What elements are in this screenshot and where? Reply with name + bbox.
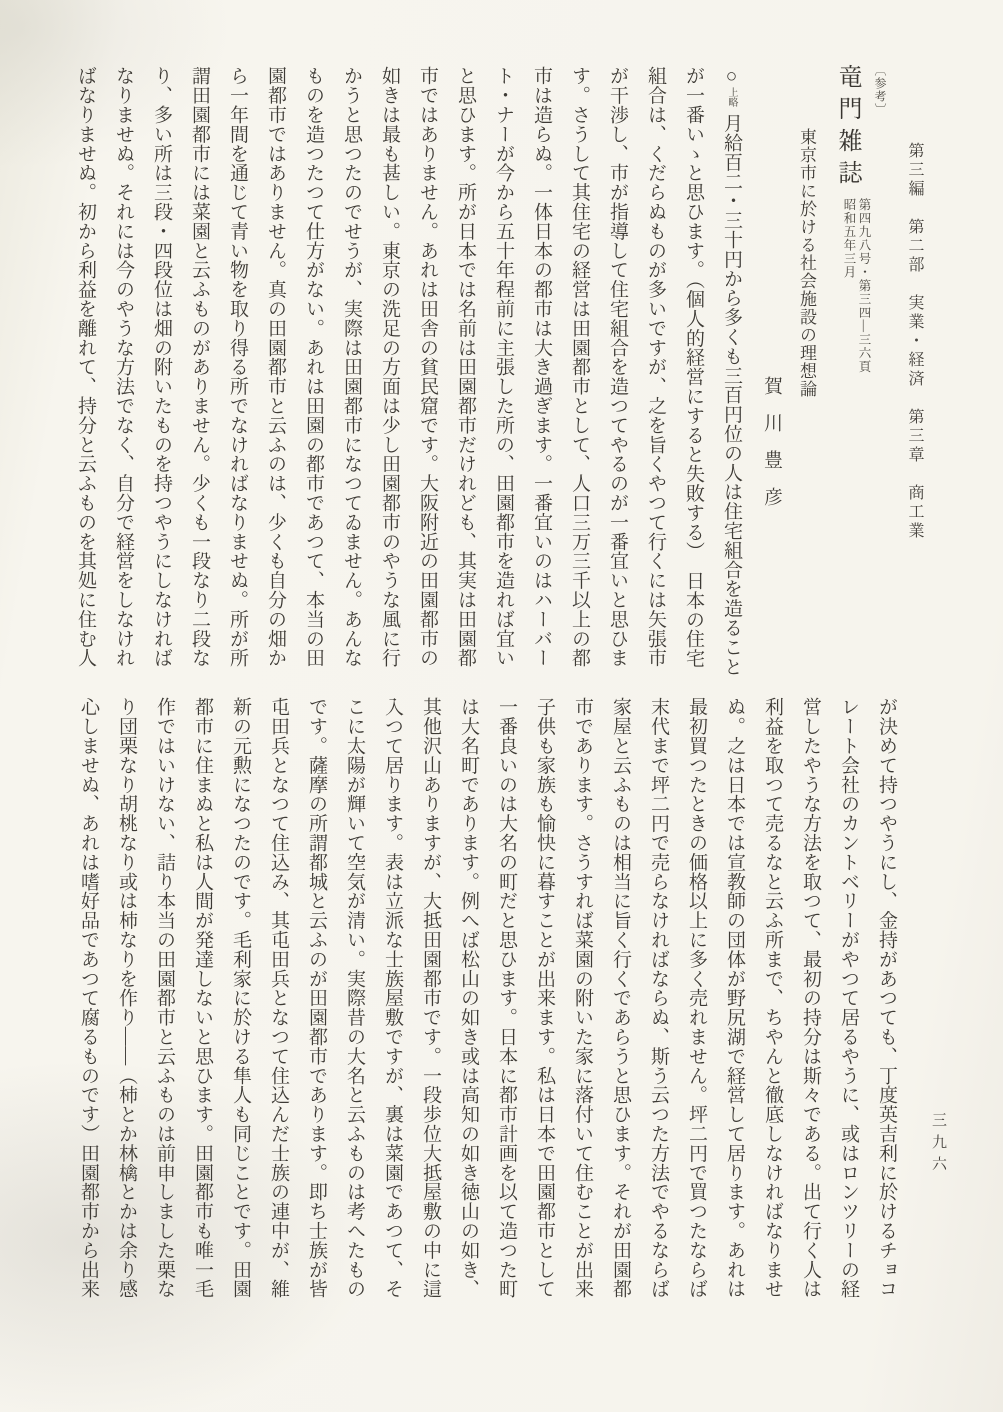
text-column: 営したやうな方法を取つて、最初の持分は斯々である。出て行く人は <box>800 697 821 1299</box>
author-name: 賀川豊彦 <box>761 376 782 524</box>
citation-issue: 第四九八号・第三四—三六頁 <box>857 198 871 374</box>
text-column: 心しませぬ、あれは嗜好品であつて腐るものです）田園都市から出来 <box>78 697 99 1299</box>
text-column: す。さうして其住宅の経営は田園都市として、人口三万三千以上の都 <box>569 66 590 668</box>
text-column: なりませぬ。それには今のやうな方法でなく、自分で経営をしなけれ <box>113 66 134 668</box>
opening-marker: ○ <box>721 66 742 88</box>
text-column: ら一年間を通じて青い物を取り得る所でなければなりませぬ。所が所 <box>227 66 248 668</box>
text-column: ぬ。之は日本では宣教師の団体が野尻湖で経営して居ります。あれは <box>724 697 745 1299</box>
text-column: 新の元勲になつたのです。毛利家に於ける隼人も同じことです。田園 <box>230 697 251 1299</box>
text-column: こに太陽が輝いて空気が清い。実際昔の大名と云ふものは考へたもの <box>344 697 365 1299</box>
text-column: 入つて居ります。表は立派な士族屋敷ですが、裏は菜園であつて、そ <box>382 697 403 1299</box>
text-column: が干渉し、市が指導して住宅組合を造つてやるのが一番宜いと思ひま <box>607 66 628 668</box>
body-text-upper <box>66 66 750 677</box>
body-text-lower <box>69 697 905 1303</box>
text-column-opening <box>712 66 750 677</box>
reference-label: 〔参考〕 <box>873 64 887 116</box>
text-column: り、多い所は三段・四段位は畑の附いたものを持つやうにしなければ <box>151 66 172 668</box>
text-column: 市であります。さうすれば菜園の附いた家に落付いて住むことが出来 <box>572 697 593 1299</box>
page-number: 三九六 <box>930 1112 946 1178</box>
text-column: 末代まで坪二円で売らなければならぬ、斯う云つた方法でやるならば <box>648 697 669 1299</box>
journal-citation <box>841 198 871 374</box>
text-column: ばなりませぬ。初から利益を離れて、持分と云ふものを其処に住む人 <box>75 66 96 668</box>
text-column: 如きは最も甚しい。東京の洗足の方面は少し田園都市のやうな風に行 <box>379 66 400 668</box>
text-column: 一番良いのは大名の町だと思ひます。日本に都市計画を以て造つた町 <box>496 697 517 1299</box>
text-column: 園都市ではありません。真の田園都市と云ふのは、少くも自分の畑か <box>265 66 286 668</box>
text-column: 利益を取つて売るなと云ふ所まで、ちやんと徹底しなければなりませ <box>762 697 783 1299</box>
text-column: 最初買つたときの価格以上に多く売れません。坪二円で買つたならば <box>686 697 707 1299</box>
text-column: は大名町であります。例へば松山の如き或は高知の如き徳山の如き、 <box>458 697 479 1299</box>
text-column: レート会社のカントベリーがやつて居るやうに、或はロンツリーの経 <box>838 697 859 1299</box>
opening-line-text: 月給百二・三十円から多くも三百円位の人は住宅組合を造ること <box>721 113 742 677</box>
running-head: 第三編 第二部 実業・経済 第三章 商工業 <box>906 142 923 541</box>
text-column: かうと思つたのでせうが、実際は田園都市になつてゐません。あんな <box>341 66 362 668</box>
text-column: 作ではいけない、詰り本当の田園都市と云ふものは前申しました栗な <box>154 697 175 1299</box>
text-column: 市は造らぬ。一体日本の都市は大き過ぎます。一番宜いのはハーバー <box>531 66 552 668</box>
journal-title: 竜門雑誌 <box>834 64 860 192</box>
text-column: が決めて持つやうにし、金持があつても、丁度英吉利に於けるチョコ <box>876 697 897 1299</box>
text-column: 其他沢山ありますが、大抵田園都市です。一段歩位大抵屋敷の中に這 <box>420 697 441 1299</box>
text-column: り団栗なり胡桃なり或は柿なりを作り——（柿とか林檎とかは余り感 <box>116 697 137 1299</box>
text-column: です。薩摩の所謂都城と云ふのが田園都市であります。即ち士族が皆 <box>306 697 327 1299</box>
text-column: 屯田兵となつて住込み、其屯田兵となつて住込んだ士族の連中が、維 <box>268 697 289 1299</box>
text-column: と思ひます。所が日本では名前は田園都市だけれども、其実は田園都 <box>455 66 476 668</box>
article-subtitle: 東京市に於ける社会施設の理想論 <box>797 128 816 398</box>
text-column: 都市に住まぬと私は人間が発達しないと思ひます。田園都市も唯一毛 <box>192 697 213 1299</box>
text-column: ト・ナーが今から五十年程前に主張した所の、田園都市を造れば宜い <box>493 66 514 668</box>
text-column: ものを造つたつて仕方がない。あれは田園の都市であつて、本当の田 <box>303 66 324 668</box>
text-column: が一番いゝと思ひます。（個人的経営にすると失敗する） 日本の住宅 <box>683 66 704 668</box>
text-column: 謂田園都市には菜園と云ふものがありません。少くも一段なり二段な <box>189 66 210 668</box>
omission-note: 上略 <box>726 87 737 108</box>
text-column: 子供も家族も愉快に暮すことが出来ます。私は日本で田園都市として <box>534 697 555 1299</box>
text-column: 家屋と云ふものは相当に旨く行くであらうと思ひます。それが田園都 <box>610 697 631 1299</box>
text-column: 組合は、くだらぬものが多いですが、之を旨くやつて行くには矢張市 <box>645 66 666 668</box>
text-column: 市ではありません。あれは田舎の貧民窟です。大阪附近の田園都市の <box>417 66 438 668</box>
citation-date: 昭和五年三月 <box>842 198 856 279</box>
